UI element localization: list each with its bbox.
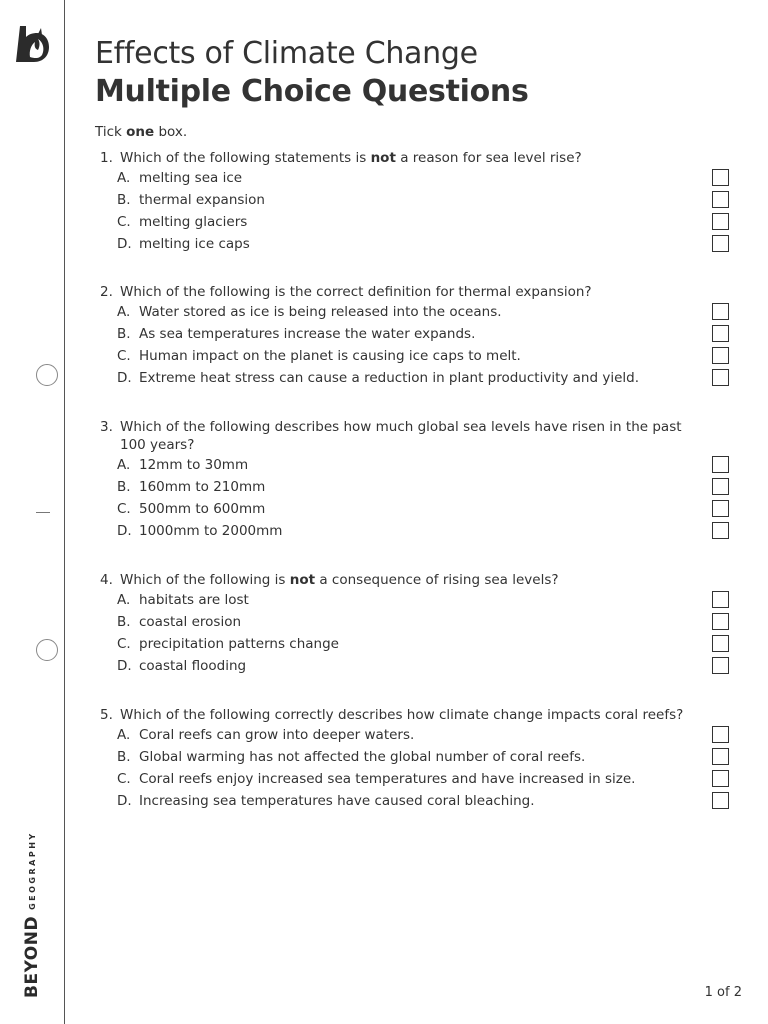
option-d: D. 1000mm to 2000mm [100, 520, 710, 542]
option-b: B. 160mm to 210mm [100, 476, 710, 498]
checkbox[interactable] [712, 478, 729, 495]
checkbox[interactable] [712, 325, 729, 342]
option-b: B. coastal erosion [100, 611, 710, 633]
option-a: A. habitats are lost [100, 589, 710, 611]
option-c: C. Human impact on the planet is causing ice caps to melt. [100, 345, 710, 367]
option-b: B. Global warming has not affected the global number of coral reefs. [100, 746, 710, 768]
option-c: C. melting glaciers [100, 211, 710, 233]
instruction: Tick one box. [95, 124, 188, 140]
brand-name: BEYOND [22, 915, 42, 998]
option-a: A. 12mm to 30mm [100, 454, 710, 476]
question-1 [100, 149, 710, 255]
brand-wordmark [22, 831, 42, 998]
margin-rule [64, 0, 65, 1024]
checkbox[interactable] [712, 522, 729, 539]
checkbox[interactable] [712, 657, 729, 674]
checkbox[interactable] [712, 792, 729, 809]
checkbox[interactable] [712, 303, 729, 320]
punch-hole [36, 639, 58, 661]
question-text: 3. Which of the following describes how much global sea levels have risen in the past 100 years? [100, 419, 682, 453]
question-text: 1. Which of the following statements is not a reason for sea level rise? [100, 150, 582, 166]
question-5 [100, 706, 710, 812]
question-3 [100, 418, 710, 542]
checkbox[interactable] [712, 347, 729, 364]
checkbox[interactable] [712, 591, 729, 608]
checkbox[interactable] [712, 748, 729, 765]
question-4 [100, 571, 710, 677]
option-a: A. Coral reefs can grow into deeper waters. [100, 724, 710, 746]
checkbox[interactable] [712, 770, 729, 787]
option-a: A. Water stored as ice is being released into the oceans. [100, 301, 710, 323]
option-a: A. melting sea ice [100, 167, 710, 189]
page-number: 1 of 2 [704, 985, 742, 1000]
option-c: C. 500mm to 600mm [100, 498, 710, 520]
checkbox[interactable] [712, 169, 729, 186]
checkbox[interactable] [712, 726, 729, 743]
checkbox[interactable] [712, 235, 729, 252]
fold-mark [36, 512, 50, 513]
checkbox[interactable] [712, 369, 729, 386]
page-subtitle: Multiple Choice Questions [95, 74, 529, 109]
question-text: 4. Which of the following is not a consequence of rising sea levels? [100, 572, 559, 588]
checkbox[interactable] [712, 456, 729, 473]
option-c: C. Coral reefs enjoy increased sea temperatures and have increased in size. [100, 768, 710, 790]
brand-subject: GEOGRAPHY [28, 831, 37, 910]
option-d: D. coastal flooding [100, 655, 710, 677]
question-text: 2. Which of the following is the correct definition for thermal expansion? [100, 284, 592, 300]
checkbox[interactable] [712, 613, 729, 630]
question-2 [100, 283, 710, 389]
checkbox[interactable] [712, 213, 729, 230]
option-c: C. precipitation patterns change [100, 633, 710, 655]
checkbox[interactable] [712, 635, 729, 652]
checkbox[interactable] [712, 191, 729, 208]
option-d: D. Increasing sea temperatures have caused coral bleaching. [100, 790, 710, 812]
punch-hole [36, 364, 58, 386]
option-d: D. Extreme heat stress can cause a reduction in plant productivity and yield. [100, 367, 710, 389]
question-text: 5. Which of the following correctly describes how climate change impacts coral reefs? [100, 707, 684, 723]
instruction-emphasis: one [126, 124, 155, 140]
checkbox[interactable] [712, 500, 729, 517]
page-title: Effects of Climate Change [95, 36, 478, 71]
option-d: D. melting ice caps [100, 233, 710, 255]
option-b: B. thermal expansion [100, 189, 710, 211]
option-b: B. As sea temperatures increase the water expands. [100, 323, 710, 345]
beyond-logo-icon [16, 24, 50, 64]
